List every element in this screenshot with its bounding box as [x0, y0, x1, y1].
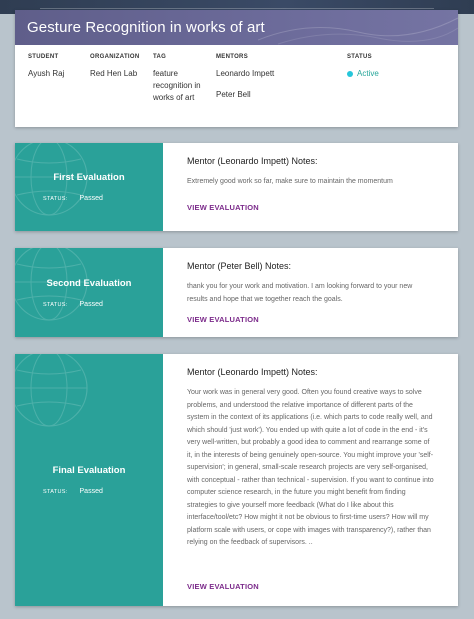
status-value: Passed [79, 195, 103, 202]
status-label: STATUS: [43, 196, 68, 202]
evaluation-title: Final Evaluation [52, 465, 126, 476]
evaluation-card-second [15, 248, 458, 337]
tag-value: feature recognition in works of art [153, 69, 201, 102]
mentor-notes-text: Your work was in general very good. Often you found creative ways to solve problems, and understood the relative importance of different parts of the system in the context of its applications (i.e. which parts to code really well, and which should 'just work'). You ended up with quite a lot of code in the end - it's very well-written, but probably a good idea to comment and rearrange some of it, in the interests of being genuinely open-source. You might improve your 'self-supervision'; in general, small-scale research projects are very self-organised, with conceptual - rather than technical - supervision. If you want to continue into computer science research, in the future you might benefit from finding strategies to give yourself more feedback (What do I like about this interface/tool/etc? How might it not be obvious to first-time users? How will my platform scale with users, or cope with images with transparency?), rather than relying on the feedback of supervisors. .. [187, 389, 434, 546]
mentor-notes-title: Mentor (Peter Bell) Notes: [187, 261, 292, 271]
student-header: STUDENT [28, 54, 59, 60]
mentor-name: Leonardo Impett [216, 69, 275, 78]
mentor-notes-title: Mentor (Leonardo Impett) Notes: [187, 367, 318, 377]
status-column [347, 54, 427, 80]
evaluation-status [43, 301, 163, 308]
banner-divider [40, 8, 434, 9]
organization-column [90, 54, 152, 80]
project-header [15, 10, 458, 45]
status-label: STATUS: [43, 301, 68, 308]
status-value: Active [357, 69, 379, 78]
mentor-notes-text: thank you for your work and motivation. I am looking forward to your new results and hope that we together reach the goals. [187, 283, 413, 303]
evaluation-summary-panel [15, 143, 163, 231]
evaluation-card-final [15, 354, 458, 606]
view-evaluation-link[interactable]: VIEW EVALUATION [187, 315, 259, 324]
evaluation-summary-panel [15, 354, 163, 606]
status-label: STATUS: [43, 489, 68, 495]
status-value: Passed [79, 488, 103, 495]
status-value: Passed [79, 300, 103, 308]
evaluation-title: First Evaluation [53, 172, 125, 183]
tag-column [153, 54, 211, 104]
organization-header: ORGANIZATION [90, 54, 140, 60]
mentor-notes-panel [163, 143, 458, 231]
globe-icon [15, 354, 119, 458]
evaluation-status [43, 195, 163, 202]
view-evaluation-link[interactable]: VIEW EVALUATION [187, 582, 259, 591]
evaluation-summary-panel [15, 248, 163, 337]
mentor-notes-panel [163, 248, 458, 337]
evaluation-card-first [15, 143, 458, 231]
globe-icon [15, 248, 119, 337]
organization-name: Red Hen Lab [90, 69, 138, 78]
project-card [15, 10, 458, 127]
mentor-notes-panel [163, 354, 458, 606]
evaluation-title: Second Evaluation [46, 277, 132, 289]
mentors-column [216, 54, 326, 101]
status-badge [347, 68, 427, 80]
tag-header: TAG [153, 54, 167, 60]
header-wave-decoration [258, 10, 458, 45]
mentor-notes-title: Mentor (Leonardo Impett) Notes: [187, 156, 318, 166]
student-name: Ayush Raj [28, 69, 65, 78]
view-evaluation-link[interactable]: VIEW EVALUATION [187, 203, 259, 212]
student-column [28, 54, 88, 80]
mentor-notes-text: Extremely good work so far, make sure to maintain the momentum [187, 178, 393, 185]
mentor-name: Peter Bell [216, 90, 251, 99]
mentors-header: MENTORS [216, 54, 248, 60]
project-title: Gesture Recognition in works of art [27, 19, 265, 36]
globe-icon [15, 143, 119, 231]
status-header: STATUS [347, 54, 372, 60]
evaluation-status [43, 488, 163, 495]
project-meta [15, 45, 458, 127]
status-dot-icon [347, 71, 353, 77]
